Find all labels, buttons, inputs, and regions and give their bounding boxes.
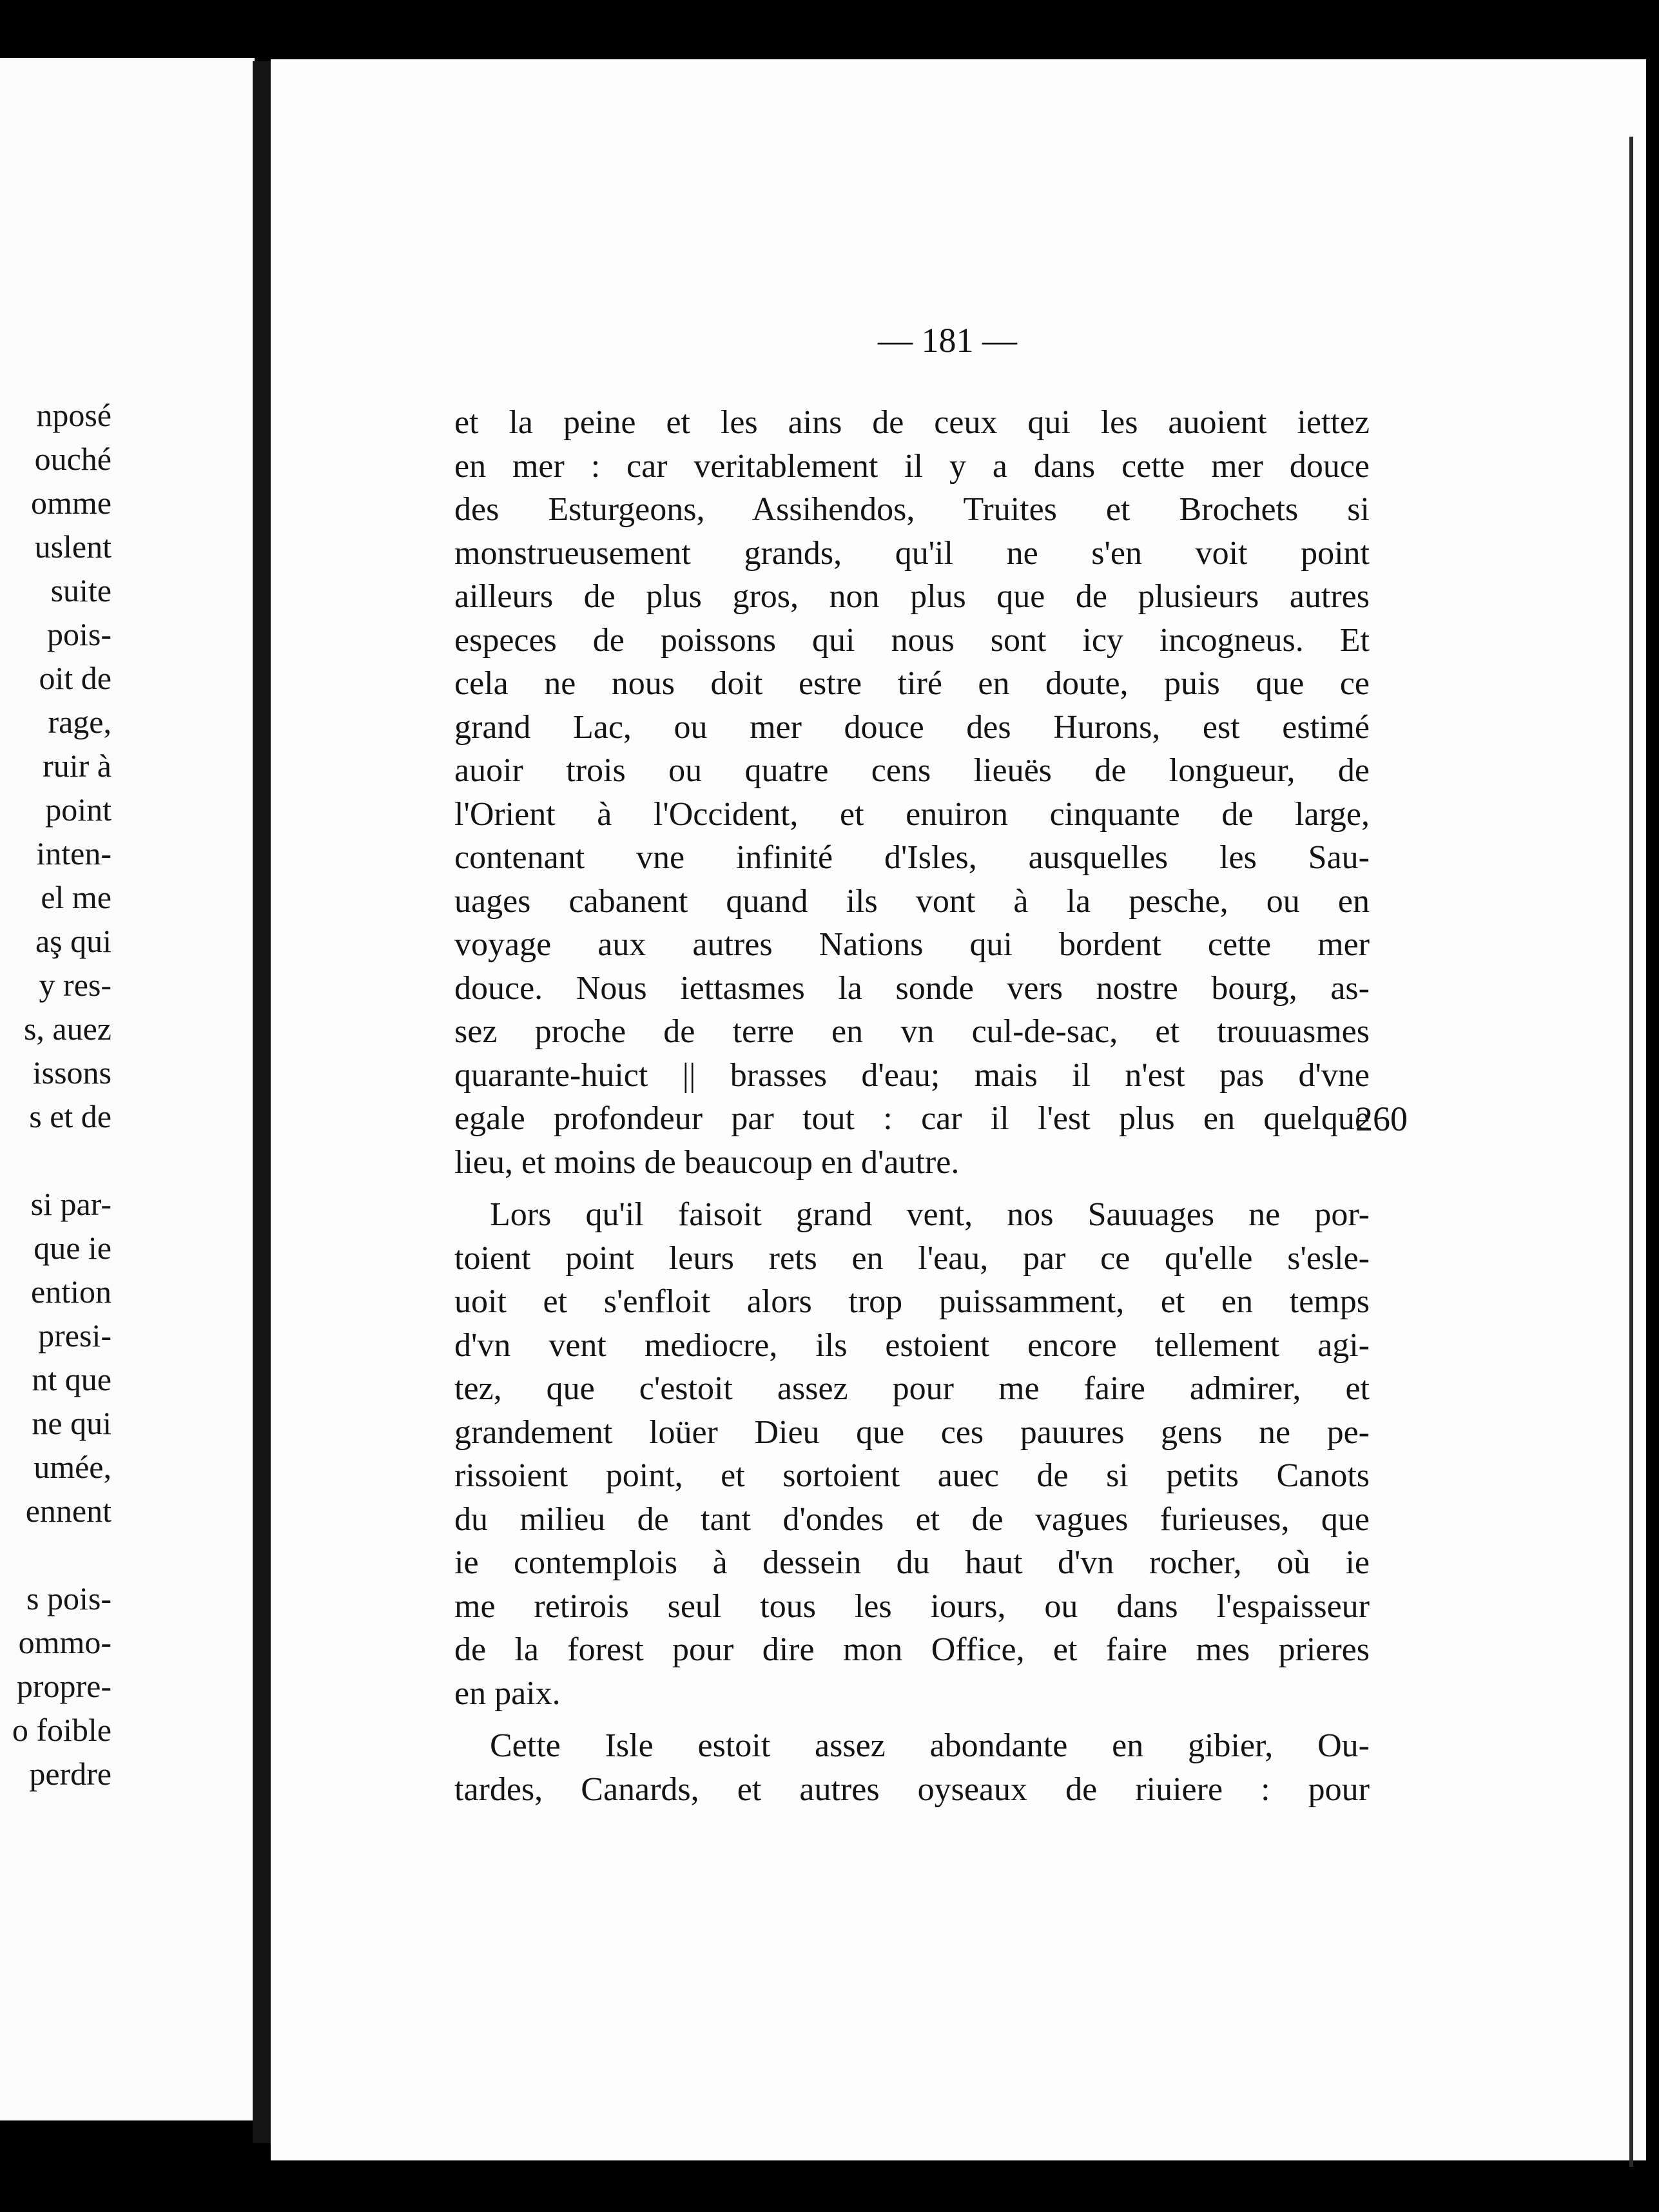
left-page-line: uslent	[34, 529, 112, 565]
text-line: auoir trois ou quatre cens lieuës de longueur, de	[454, 752, 1370, 789]
left-page-line: s pois-	[26, 1580, 112, 1616]
left-page-line: el me	[41, 879, 112, 915]
left-page-line: suite	[50, 572, 112, 608]
text-line: en paix.	[454, 1674, 561, 1712]
left-facing-page	[0, 58, 255, 2120]
left-page-line: ention	[31, 1274, 112, 1310]
text-line: uoit et s'enfloit alors trop puissamment, et en temps	[454, 1283, 1370, 1320]
left-page-line: ne qui	[32, 1405, 112, 1441]
text-line: sez proche de terre en vn cul-de-sac, et trouuasmes	[454, 1013, 1370, 1050]
left-page-line: ouché	[34, 441, 112, 477]
text-line: ie contemplois à dessein du haut d'vn rocher, où ie	[454, 1544, 1370, 1581]
text-line: uages cabanent quand ils vont à la pesche, ou en	[454, 882, 1370, 920]
left-page-line: umée,	[34, 1449, 112, 1485]
left-page-line: propre-	[16, 1668, 112, 1704]
paragraph-gap	[454, 1715, 1370, 1724]
left-page-line: s et de	[29, 1098, 112, 1134]
text-line: especes de poissons qui nous sont icy incogneus. Et	[454, 621, 1370, 659]
text-line: grandement loüer Dieu que ces pauures gens ne pe-	[454, 1413, 1370, 1451]
page-number: — 181 —	[878, 321, 1017, 360]
left-page-line: pois-	[47, 616, 112, 652]
text-line: douce. Nous iettasmes la sonde vers nostre bourg, as-	[454, 969, 1370, 1007]
left-page-line: aş qui	[35, 923, 112, 959]
text-line: des Esturgeons, Assihendos, Truites et Brochets si	[454, 491, 1370, 528]
text-line: Cette Isle estoit assez abondante en gibier, Ou-	[490, 1727, 1370, 1764]
text-line: voyage aux autres Nations qui bordent cette mer	[454, 926, 1370, 963]
left-page-line: inten-	[36, 835, 112, 871]
text-line: rissoient point, et sortoient auec de si petits Canots	[454, 1457, 1370, 1494]
text-line: d'vn vent mediocre, ils estoient encore tellement agi-	[454, 1326, 1370, 1364]
margin-page-reference: 260	[1355, 1100, 1408, 1138]
text-line: de la forest pour dire mon Office, et faire mes prieres	[454, 1631, 1370, 1668]
left-page-line: perdre	[29, 1756, 112, 1792]
left-page-line	[12, 1533, 112, 1577]
left-page-text	[12, 393, 112, 1796]
text-line: grand Lac, ou mer douce des Hurons, est estimé	[454, 708, 1370, 746]
text-line: Lors qu'il faisoit grand vent, nos Sauuages ne por-	[490, 1196, 1370, 1233]
page-edge	[1629, 137, 1633, 2167]
left-page-line: ennent	[25, 1493, 112, 1529]
text-line: cela ne nous doit estre tiré en doute, puis que ce	[454, 665, 1370, 702]
text-line: en mer : car veritablement il y a dans cette mer douce	[454, 447, 1370, 485]
left-page-line	[12, 1138, 112, 1182]
text-line: me retirois seul tous les iours, ou dans l'espaisseur	[454, 1587, 1370, 1625]
left-page-line: si par-	[30, 1186, 112, 1222]
left-page-line: nposé	[36, 397, 112, 433]
left-page-line: y res-	[39, 967, 112, 1003]
left-page-line: issons	[32, 1054, 112, 1091]
text-line: egale profondeur par tout : car il l'est plus en quelque	[454, 1100, 1370, 1137]
text-line: du milieu de tant d'ondes et de vagues furieuses, que	[454, 1500, 1370, 1538]
text-line: l'Orient à l'Occident, et enuiron cinquante de large,	[454, 795, 1370, 833]
left-page-line: que ie	[34, 1230, 112, 1266]
left-page-line: o foible	[12, 1712, 112, 1748]
text-line: lieu, et moins de beaucoup en d'autre.	[454, 1143, 960, 1181]
left-page-line: point	[45, 791, 112, 828]
text-line: ailleurs de plus gros, non plus que de plusieurs autres	[454, 578, 1370, 615]
text-line: tez, que c'estoit assez pour me faire admirer, et	[454, 1370, 1370, 1407]
left-page-line: s, auez	[23, 1011, 112, 1047]
left-page-line: nt que	[32, 1361, 112, 1397]
left-page-line: presi-	[38, 1317, 112, 1353]
left-page-line: ommo-	[18, 1624, 112, 1660]
right-page	[271, 59, 1646, 2160]
left-page-line: omme	[31, 485, 112, 521]
text-line: quarante-huict || brasses d'eau; mais il n'est pas d'vne	[454, 1056, 1370, 1094]
text-line: toient point leurs rets en l'eau, par ce qu'elle s'esle-	[454, 1239, 1370, 1277]
text-line: tardes, Canards, et autres oyseaux de riuiere : pour	[454, 1771, 1370, 1808]
text-line: contenant vne infinité d'Isles, ausquelles les Sau-	[454, 839, 1370, 876]
text-line: monstrueusement grands, qu'il ne s'en voit point	[454, 534, 1370, 572]
left-page-line: rage,	[48, 704, 112, 740]
text-line: et la peine et les ains de ceux qui les auoient iettez	[454, 404, 1370, 441]
paragraph-gap	[454, 1184, 1370, 1193]
left-page-line: ruir à	[43, 748, 112, 784]
body-text	[454, 401, 1370, 1811]
left-page-line: oit de	[39, 660, 112, 696]
